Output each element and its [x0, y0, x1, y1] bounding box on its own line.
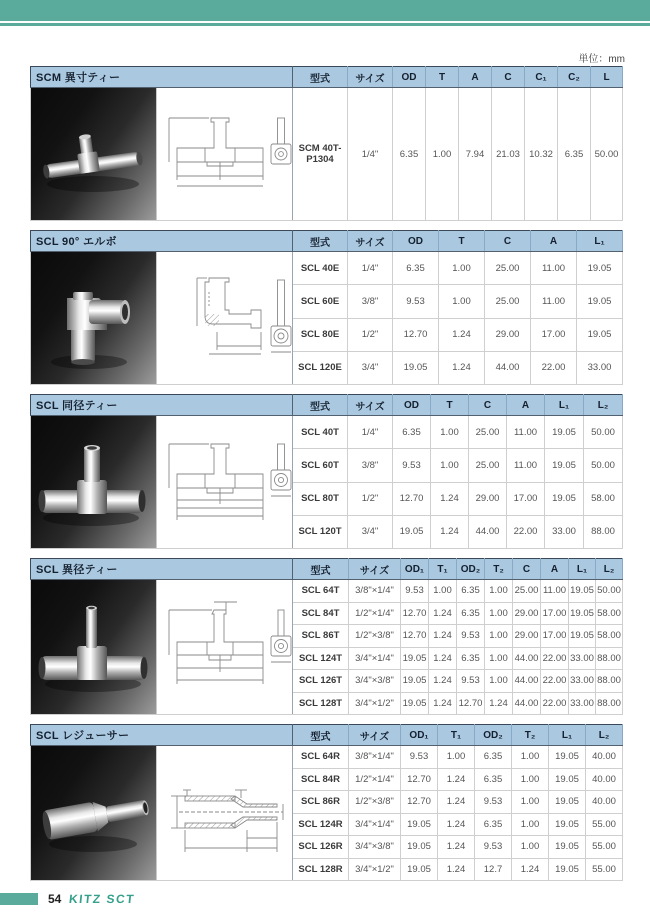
model-cell: SCM 40T-P1304 — [293, 88, 348, 221]
column-header: OD₂ — [475, 725, 512, 746]
catalog-body — [30, 66, 622, 881]
model-cell: SCL 124R — [293, 813, 349, 836]
value-cell: 3/4"×1/4" — [349, 647, 401, 670]
product-image-cell — [31, 252, 293, 385]
value-cell: 1.24 — [429, 692, 457, 715]
column-header: サイズ — [348, 231, 393, 252]
model-cell: SCL 80E — [293, 318, 348, 351]
value-cell: 50.00 — [596, 580, 623, 603]
value-cell: 9.53 — [475, 836, 512, 859]
value-cell: 19.05 — [401, 858, 438, 881]
column-header: C₂ — [558, 67, 591, 88]
section-scl-90-elbow — [30, 230, 622, 385]
unit-label: 単位：mm — [578, 54, 625, 65]
value-cell: 6.35 — [393, 252, 439, 285]
value-cell: 19.05 — [401, 670, 429, 693]
value-cell: 1.24 — [485, 692, 513, 715]
column-header: OD₂ — [457, 559, 485, 580]
model-cell: SCL 40E — [293, 252, 348, 285]
table-row — [31, 252, 623, 285]
value-cell: 1.24 — [439, 351, 485, 384]
value-cell: 1.00 — [439, 285, 485, 318]
value-cell: 1.00 — [512, 813, 549, 836]
value-cell: 19.05 — [549, 746, 586, 769]
value-cell: 33.00 — [569, 670, 596, 693]
value-cell: 40.00 — [586, 746, 623, 769]
value-cell: 3/4"×1/2" — [349, 858, 401, 881]
column-header: 型式 — [293, 725, 349, 746]
value-cell: 19.05 — [549, 791, 586, 814]
spec-table — [30, 230, 623, 385]
value-cell: 12.70 — [401, 602, 429, 625]
table-row — [31, 88, 623, 221]
model-cell: SCL 120E — [293, 351, 348, 384]
value-cell: 19.05 — [569, 580, 596, 603]
value-cell: 11.00 — [541, 580, 569, 603]
value-cell: 10.32 — [525, 88, 558, 221]
value-cell: 3/4"×1/2" — [349, 692, 401, 715]
value-cell: 1.24 — [429, 647, 457, 670]
value-cell: 6.35 — [457, 647, 485, 670]
value-cell: 6.35 — [558, 88, 591, 221]
value-cell: 50.00 — [591, 88, 623, 221]
value-cell: 19.05 — [569, 625, 596, 648]
column-header: T₁ — [438, 725, 475, 746]
value-cell: 6.35 — [393, 416, 431, 449]
value-cell: 6.35 — [393, 88, 426, 221]
value-cell: 9.53 — [401, 580, 429, 603]
page-number-block — [0, 893, 38, 905]
product-photo-equal-tee — [31, 416, 156, 548]
section-title: SCM 異寸ティー — [31, 67, 293, 88]
value-cell: 19.05 — [549, 836, 586, 859]
column-header: L₂ — [586, 725, 623, 746]
value-cell: 1/2"×1/4" — [349, 602, 401, 625]
column-header: OD — [393, 231, 439, 252]
model-cell: SCL 126R — [293, 836, 349, 859]
value-cell: 1.24 — [431, 482, 469, 515]
value-cell: 88.00 — [584, 515, 623, 548]
value-cell: 25.00 — [469, 449, 507, 482]
model-cell: SCL 86R — [293, 791, 349, 814]
value-cell: 1.24 — [438, 836, 475, 859]
value-cell: 44.00 — [469, 515, 507, 548]
value-cell: 19.05 — [545, 449, 584, 482]
value-cell: 19.05 — [577, 318, 623, 351]
section-title: SCL 同径ティー — [31, 395, 293, 416]
value-cell: 1.00 — [439, 252, 485, 285]
column-header: 型式 — [293, 559, 349, 580]
value-cell: 9.53 — [457, 670, 485, 693]
column-header: T₂ — [485, 559, 513, 580]
product-image-cell — [31, 580, 293, 715]
value-cell: 44.00 — [513, 647, 541, 670]
tee-drawing-icon — [157, 88, 293, 220]
column-header: L₁ — [545, 395, 584, 416]
value-cell: 50.00 — [584, 416, 623, 449]
value-cell: 17.00 — [507, 482, 545, 515]
value-cell: 1.00 — [431, 416, 469, 449]
column-header: A — [541, 559, 569, 580]
section-scl-reducing-tee — [30, 558, 622, 715]
model-cell: SCL 84R — [293, 768, 349, 791]
column-header: OD — [393, 395, 431, 416]
value-cell: 1.00 — [485, 625, 513, 648]
section-title: SCL 90° エルボ — [31, 231, 293, 252]
value-cell: 1.24 — [429, 602, 457, 625]
column-header: OD₁ — [401, 559, 429, 580]
value-cell: 1.24 — [429, 625, 457, 648]
value-cell: 1.00 — [485, 602, 513, 625]
product-photo-elbow — [31, 252, 156, 384]
reducer-drawing-icon — [157, 746, 293, 880]
value-cell: 3/4"×1/4" — [349, 813, 401, 836]
value-cell: 1.24 — [439, 318, 485, 351]
column-header: OD — [393, 67, 426, 88]
reducer-photo-icon — [31, 746, 156, 880]
technical-drawing-tee — [156, 88, 293, 220]
value-cell: 1.00 — [431, 449, 469, 482]
value-cell: 88.00 — [596, 647, 623, 670]
value-cell: 12.70 — [401, 625, 429, 648]
value-cell: 11.00 — [531, 252, 577, 285]
value-cell: 1.00 — [512, 791, 549, 814]
column-header: C — [485, 231, 531, 252]
value-cell: 12.7 — [475, 858, 512, 881]
column-header: C — [513, 559, 541, 580]
value-cell: 9.53 — [393, 285, 439, 318]
elbow-photo-icon — [31, 252, 156, 384]
column-header: T₂ — [512, 725, 549, 746]
value-cell: 17.00 — [531, 318, 577, 351]
column-header: 型式 — [293, 395, 348, 416]
value-cell: 1.00 — [485, 647, 513, 670]
value-cell: 9.53 — [475, 791, 512, 814]
value-cell: 33.00 — [569, 647, 596, 670]
value-cell: 9.53 — [457, 625, 485, 648]
product-image-cell — [31, 416, 293, 549]
value-cell: 22.00 — [541, 692, 569, 715]
value-cell: 17.00 — [541, 602, 569, 625]
value-cell: 1/4" — [348, 88, 393, 221]
value-cell: 29.00 — [485, 318, 531, 351]
value-cell: 1/2" — [348, 318, 393, 351]
value-cell: 9.53 — [393, 449, 431, 482]
value-cell: 11.00 — [531, 285, 577, 318]
value-cell: 19.05 — [569, 602, 596, 625]
value-cell: 1.00 — [512, 836, 549, 859]
value-cell: 55.00 — [586, 858, 623, 881]
kitz-sct-logo: KITZ SCT — [68, 892, 137, 906]
value-cell: 19.05 — [401, 836, 438, 859]
value-cell: 1.00 — [426, 88, 459, 221]
value-cell: 19.05 — [577, 252, 623, 285]
page-footer — [0, 892, 650, 906]
column-header: A — [531, 231, 577, 252]
elbow-drawing-icon — [157, 252, 293, 384]
value-cell: 1.00 — [485, 580, 513, 603]
column-header: 型式 — [293, 67, 348, 88]
product-photo-reducing-tee — [31, 580, 156, 714]
table-row — [31, 580, 623, 603]
value-cell: 40.00 — [586, 791, 623, 814]
product-photo-reducer — [31, 746, 156, 880]
value-cell: 6.35 — [475, 768, 512, 791]
value-cell: 29.00 — [513, 625, 541, 648]
column-header: L₁ — [569, 559, 596, 580]
spec-table — [30, 66, 623, 221]
value-cell: 3/8"×1/4" — [349, 746, 401, 769]
value-cell: 12.70 — [393, 318, 439, 351]
value-cell: 7.94 — [459, 88, 492, 221]
section-scl-equal-tee — [30, 394, 622, 549]
column-header: サイズ — [349, 725, 401, 746]
value-cell: 1.24 — [429, 670, 457, 693]
value-cell: 12.70 — [393, 482, 431, 515]
product-image-cell — [31, 88, 293, 221]
section-title: SCL レジューサー — [31, 725, 293, 746]
model-cell: SCL 60E — [293, 285, 348, 318]
value-cell: 19.05 — [401, 692, 429, 715]
value-cell: 29.00 — [469, 482, 507, 515]
value-cell: 40.00 — [586, 768, 623, 791]
value-cell: 19.05 — [401, 813, 438, 836]
equal-tee-drawing-icon — [157, 416, 293, 548]
column-header: サイズ — [349, 559, 401, 580]
value-cell: 25.00 — [485, 285, 531, 318]
value-cell: 3/8"×1/4" — [349, 580, 401, 603]
column-header: T — [431, 395, 469, 416]
value-cell: 1.24 — [438, 858, 475, 881]
reducing-tee-drawing-icon — [157, 580, 293, 714]
value-cell: 6.35 — [457, 580, 485, 603]
column-header: OD₁ — [401, 725, 438, 746]
model-cell: SCL 40T — [293, 416, 348, 449]
technical-drawing-reducing-tee — [156, 580, 293, 714]
table-row — [31, 416, 623, 449]
value-cell: 12.70 — [401, 768, 438, 791]
column-header: A — [459, 67, 492, 88]
tee-photo-icon — [31, 88, 156, 220]
value-cell: 12.70 — [457, 692, 485, 715]
column-header: C — [492, 67, 525, 88]
value-cell: 9.53 — [401, 746, 438, 769]
value-cell: 17.00 — [541, 625, 569, 648]
value-cell: 6.35 — [457, 602, 485, 625]
value-cell: 55.00 — [586, 813, 623, 836]
column-header: サイズ — [348, 395, 393, 416]
technical-drawing-reducer — [156, 746, 293, 880]
spec-table — [30, 394, 623, 549]
value-cell: 19.05 — [549, 858, 586, 881]
value-cell: 1/2"×1/4" — [349, 768, 401, 791]
value-cell: 19.05 — [401, 647, 429, 670]
value-cell: 55.00 — [586, 836, 623, 859]
value-cell: 6.35 — [475, 746, 512, 769]
value-cell: 1.00 — [429, 580, 457, 603]
value-cell: 3/8" — [348, 285, 393, 318]
value-cell: 44.00 — [513, 670, 541, 693]
value-cell: 22.00 — [531, 351, 577, 384]
column-header: サイズ — [348, 67, 393, 88]
technical-drawing-equal-tee — [156, 416, 293, 548]
value-cell: 11.00 — [507, 416, 545, 449]
value-cell: 1.24 — [512, 858, 549, 881]
value-cell: 3/8" — [348, 449, 393, 482]
column-header: A — [507, 395, 545, 416]
value-cell: 11.00 — [507, 449, 545, 482]
value-cell: 1.00 — [512, 746, 549, 769]
value-cell: 88.00 — [596, 670, 623, 693]
value-cell: 1.24 — [438, 813, 475, 836]
value-cell: 25.00 — [469, 416, 507, 449]
product-photo-tee — [31, 88, 156, 220]
column-header: T — [439, 231, 485, 252]
column-header: L₂ — [584, 395, 623, 416]
top-teal-band — [0, 0, 650, 21]
value-cell: 1/2" — [348, 482, 393, 515]
value-cell: 19.05 — [545, 416, 584, 449]
value-cell: 3/4"×3/8" — [349, 836, 401, 859]
value-cell: 3/4" — [348, 351, 393, 384]
column-header: L — [591, 67, 623, 88]
value-cell: 19.05 — [393, 515, 431, 548]
value-cell: 58.00 — [596, 625, 623, 648]
value-cell: 25.00 — [513, 580, 541, 603]
value-cell: 50.00 — [584, 449, 623, 482]
value-cell: 33.00 — [577, 351, 623, 384]
value-cell: 33.00 — [545, 515, 584, 548]
value-cell: 22.00 — [541, 670, 569, 693]
column-header: T₁ — [429, 559, 457, 580]
value-cell: 6.35 — [475, 813, 512, 836]
reducing-tee-photo-icon — [31, 580, 156, 714]
value-cell: 1/4" — [348, 416, 393, 449]
column-header: C₁ — [525, 67, 558, 88]
column-header: C — [469, 395, 507, 416]
model-cell: SCL 120T — [293, 515, 348, 548]
value-cell: 58.00 — [584, 482, 623, 515]
equal-tee-photo-icon — [31, 416, 156, 548]
value-cell: 1/2"×3/8" — [349, 625, 401, 648]
value-cell: 19.05 — [549, 768, 586, 791]
page-number: 54 — [48, 892, 62, 906]
value-cell: 1.24 — [438, 791, 475, 814]
value-cell: 21.03 — [492, 88, 525, 221]
value-cell: 1.00 — [512, 768, 549, 791]
model-cell: SCL 128R — [293, 858, 349, 881]
technical-drawing-elbow — [156, 252, 293, 384]
spec-table — [30, 724, 623, 881]
value-cell: 1/4" — [348, 252, 393, 285]
model-cell: SCL 128T — [293, 692, 349, 715]
spec-table — [30, 558, 623, 715]
value-cell: 33.00 — [569, 692, 596, 715]
model-cell: SCL 84T — [293, 602, 349, 625]
value-cell: 1/2"×3/8" — [349, 791, 401, 814]
value-cell: 22.00 — [541, 647, 569, 670]
model-cell: SCL 86T — [293, 625, 349, 648]
model-cell: SCL 64T — [293, 580, 349, 603]
column-header: 型式 — [293, 231, 348, 252]
value-cell: 44.00 — [485, 351, 531, 384]
value-cell: 19.05 — [549, 813, 586, 836]
product-image-cell — [31, 746, 293, 881]
value-cell: 1.00 — [438, 746, 475, 769]
model-cell: SCL 80T — [293, 482, 348, 515]
value-cell: 44.00 — [513, 692, 541, 715]
column-header: L₁ — [577, 231, 623, 252]
value-cell: 1.00 — [485, 670, 513, 693]
column-header: L₁ — [549, 725, 586, 746]
value-cell: 3/4" — [348, 515, 393, 548]
value-cell: 19.05 — [577, 285, 623, 318]
value-cell: 19.05 — [545, 482, 584, 515]
section-title: SCL 異径ティー — [31, 559, 293, 580]
value-cell: 3/4"×3/8" — [349, 670, 401, 693]
column-header: L₂ — [596, 559, 623, 580]
value-cell: 22.00 — [507, 515, 545, 548]
value-cell: 1.24 — [438, 768, 475, 791]
table-row — [31, 746, 623, 769]
value-cell: 25.00 — [485, 252, 531, 285]
model-cell: SCL 64R — [293, 746, 349, 769]
model-cell: SCL 126T — [293, 670, 349, 693]
value-cell: 19.05 — [393, 351, 439, 384]
section-scm-unequal-tee — [30, 66, 622, 221]
value-cell: 88.00 — [596, 692, 623, 715]
value-cell: 58.00 — [596, 602, 623, 625]
model-cell: SCL 124T — [293, 647, 349, 670]
top-teal-rule — [0, 23, 650, 26]
value-cell: 1.24 — [431, 515, 469, 548]
value-cell: 29.00 — [513, 602, 541, 625]
model-cell: SCL 60T — [293, 449, 348, 482]
column-header: T — [426, 67, 459, 88]
section-scl-reducer — [30, 724, 622, 881]
value-cell: 12.70 — [401, 791, 438, 814]
